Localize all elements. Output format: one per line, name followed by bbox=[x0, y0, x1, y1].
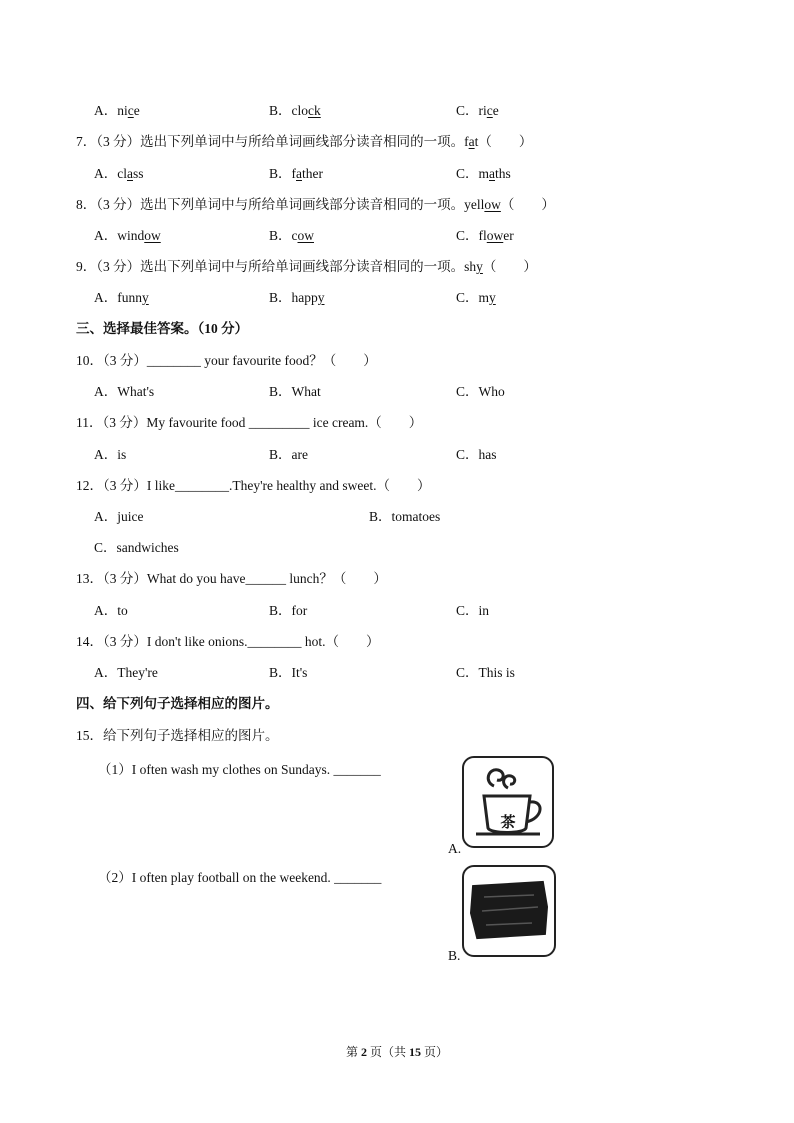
q15-sentence-1: （1）I often wash my clothes on Sundays. _______ bbox=[98, 762, 381, 777]
q14-option-c: C．This is bbox=[456, 665, 515, 680]
q12-option-b: B．tomatoes bbox=[369, 509, 441, 524]
section-3-heading: 三、选择最佳答案。（10 分） bbox=[76, 321, 249, 336]
q7-option-c: C．maths bbox=[456, 166, 511, 181]
q6-option-c: C．rice bbox=[456, 103, 499, 118]
dark-scribble-icon bbox=[464, 867, 554, 955]
q14-option-b: B．It's bbox=[269, 665, 308, 680]
q9-option-a: A．funny bbox=[94, 290, 149, 305]
q6-option-a: A．nice bbox=[94, 103, 140, 118]
tea-cup-picture bbox=[462, 756, 554, 848]
q11-option-a: A．is bbox=[94, 447, 127, 462]
q11-stem: 11．（3 分）My favourite food _________ ice cream.（ ） bbox=[76, 415, 423, 430]
q9-stem: 9．（3 分）选出下列单词中与所给单词画线部分读音相同的一项。shy（ ） bbox=[76, 259, 537, 274]
q9-option-b: B．happy bbox=[269, 290, 325, 305]
tea-cup-icon bbox=[464, 758, 552, 846]
q13-option-c: C．in bbox=[456, 603, 490, 618]
q8-stem: 8．（3 分）选出下列单词中与所给单词画线部分读音相同的一项。yellow（ ） bbox=[76, 197, 555, 212]
q12-stem: 12．（3 分）I like________.They're healthy and sweet.（ ） bbox=[76, 478, 431, 493]
q10-stem: 10．（3 分）________ your favourite food？（ ） bbox=[76, 353, 377, 368]
q15-stem: 15．给下列句子选择相应的图片。 bbox=[76, 728, 279, 743]
q10-option-c: C．Who bbox=[456, 384, 505, 399]
q13-stem: 13．（3 分）What do you have______ lunch？（ ） bbox=[76, 571, 387, 586]
picture-b-label: B. bbox=[448, 948, 461, 963]
football-field-picture bbox=[462, 865, 556, 957]
q14-stem: 14．（3 分）I don't like onions.________ hot.（ ） bbox=[76, 634, 380, 649]
q11-option-b: B．are bbox=[269, 447, 308, 462]
q6-option-b: B．clock bbox=[269, 103, 321, 118]
q10-option-a: A．What's bbox=[94, 384, 155, 399]
q7-option-a: A．class bbox=[94, 166, 144, 181]
q15-sentence-2: （2）I often play football on the weekend. _______ bbox=[98, 870, 382, 885]
section-4-heading: 四、给下列句子选择相应的图片。 bbox=[76, 696, 279, 711]
q12-option-a: A．juice bbox=[94, 509, 144, 524]
q8-option-c: C．flower bbox=[456, 228, 514, 243]
tea-character: 茶 bbox=[500, 813, 516, 831]
q7-option-b: B．father bbox=[269, 166, 323, 181]
q12-option-c: C．sandwiches bbox=[94, 540, 179, 555]
q11-option-c: C．has bbox=[456, 447, 497, 462]
q13-option-b: B．for bbox=[269, 603, 308, 618]
q9-option-c: C．my bbox=[456, 290, 496, 305]
q7-stem: 7．（3 分）选出下列单词中与所给单词画线部分读音相同的一项。fat（ ） bbox=[76, 134, 533, 149]
q14-option-a: A．They're bbox=[94, 665, 158, 680]
picture-a-label: A. bbox=[448, 841, 462, 856]
q8-option-b: B．cow bbox=[269, 228, 314, 243]
q8-option-a: A．window bbox=[94, 228, 161, 243]
q10-option-b: B．What bbox=[269, 384, 321, 399]
q13-option-a: A．to bbox=[94, 603, 128, 618]
page-footer: 第 2 页（共 15 页） bbox=[345, 1045, 449, 1059]
